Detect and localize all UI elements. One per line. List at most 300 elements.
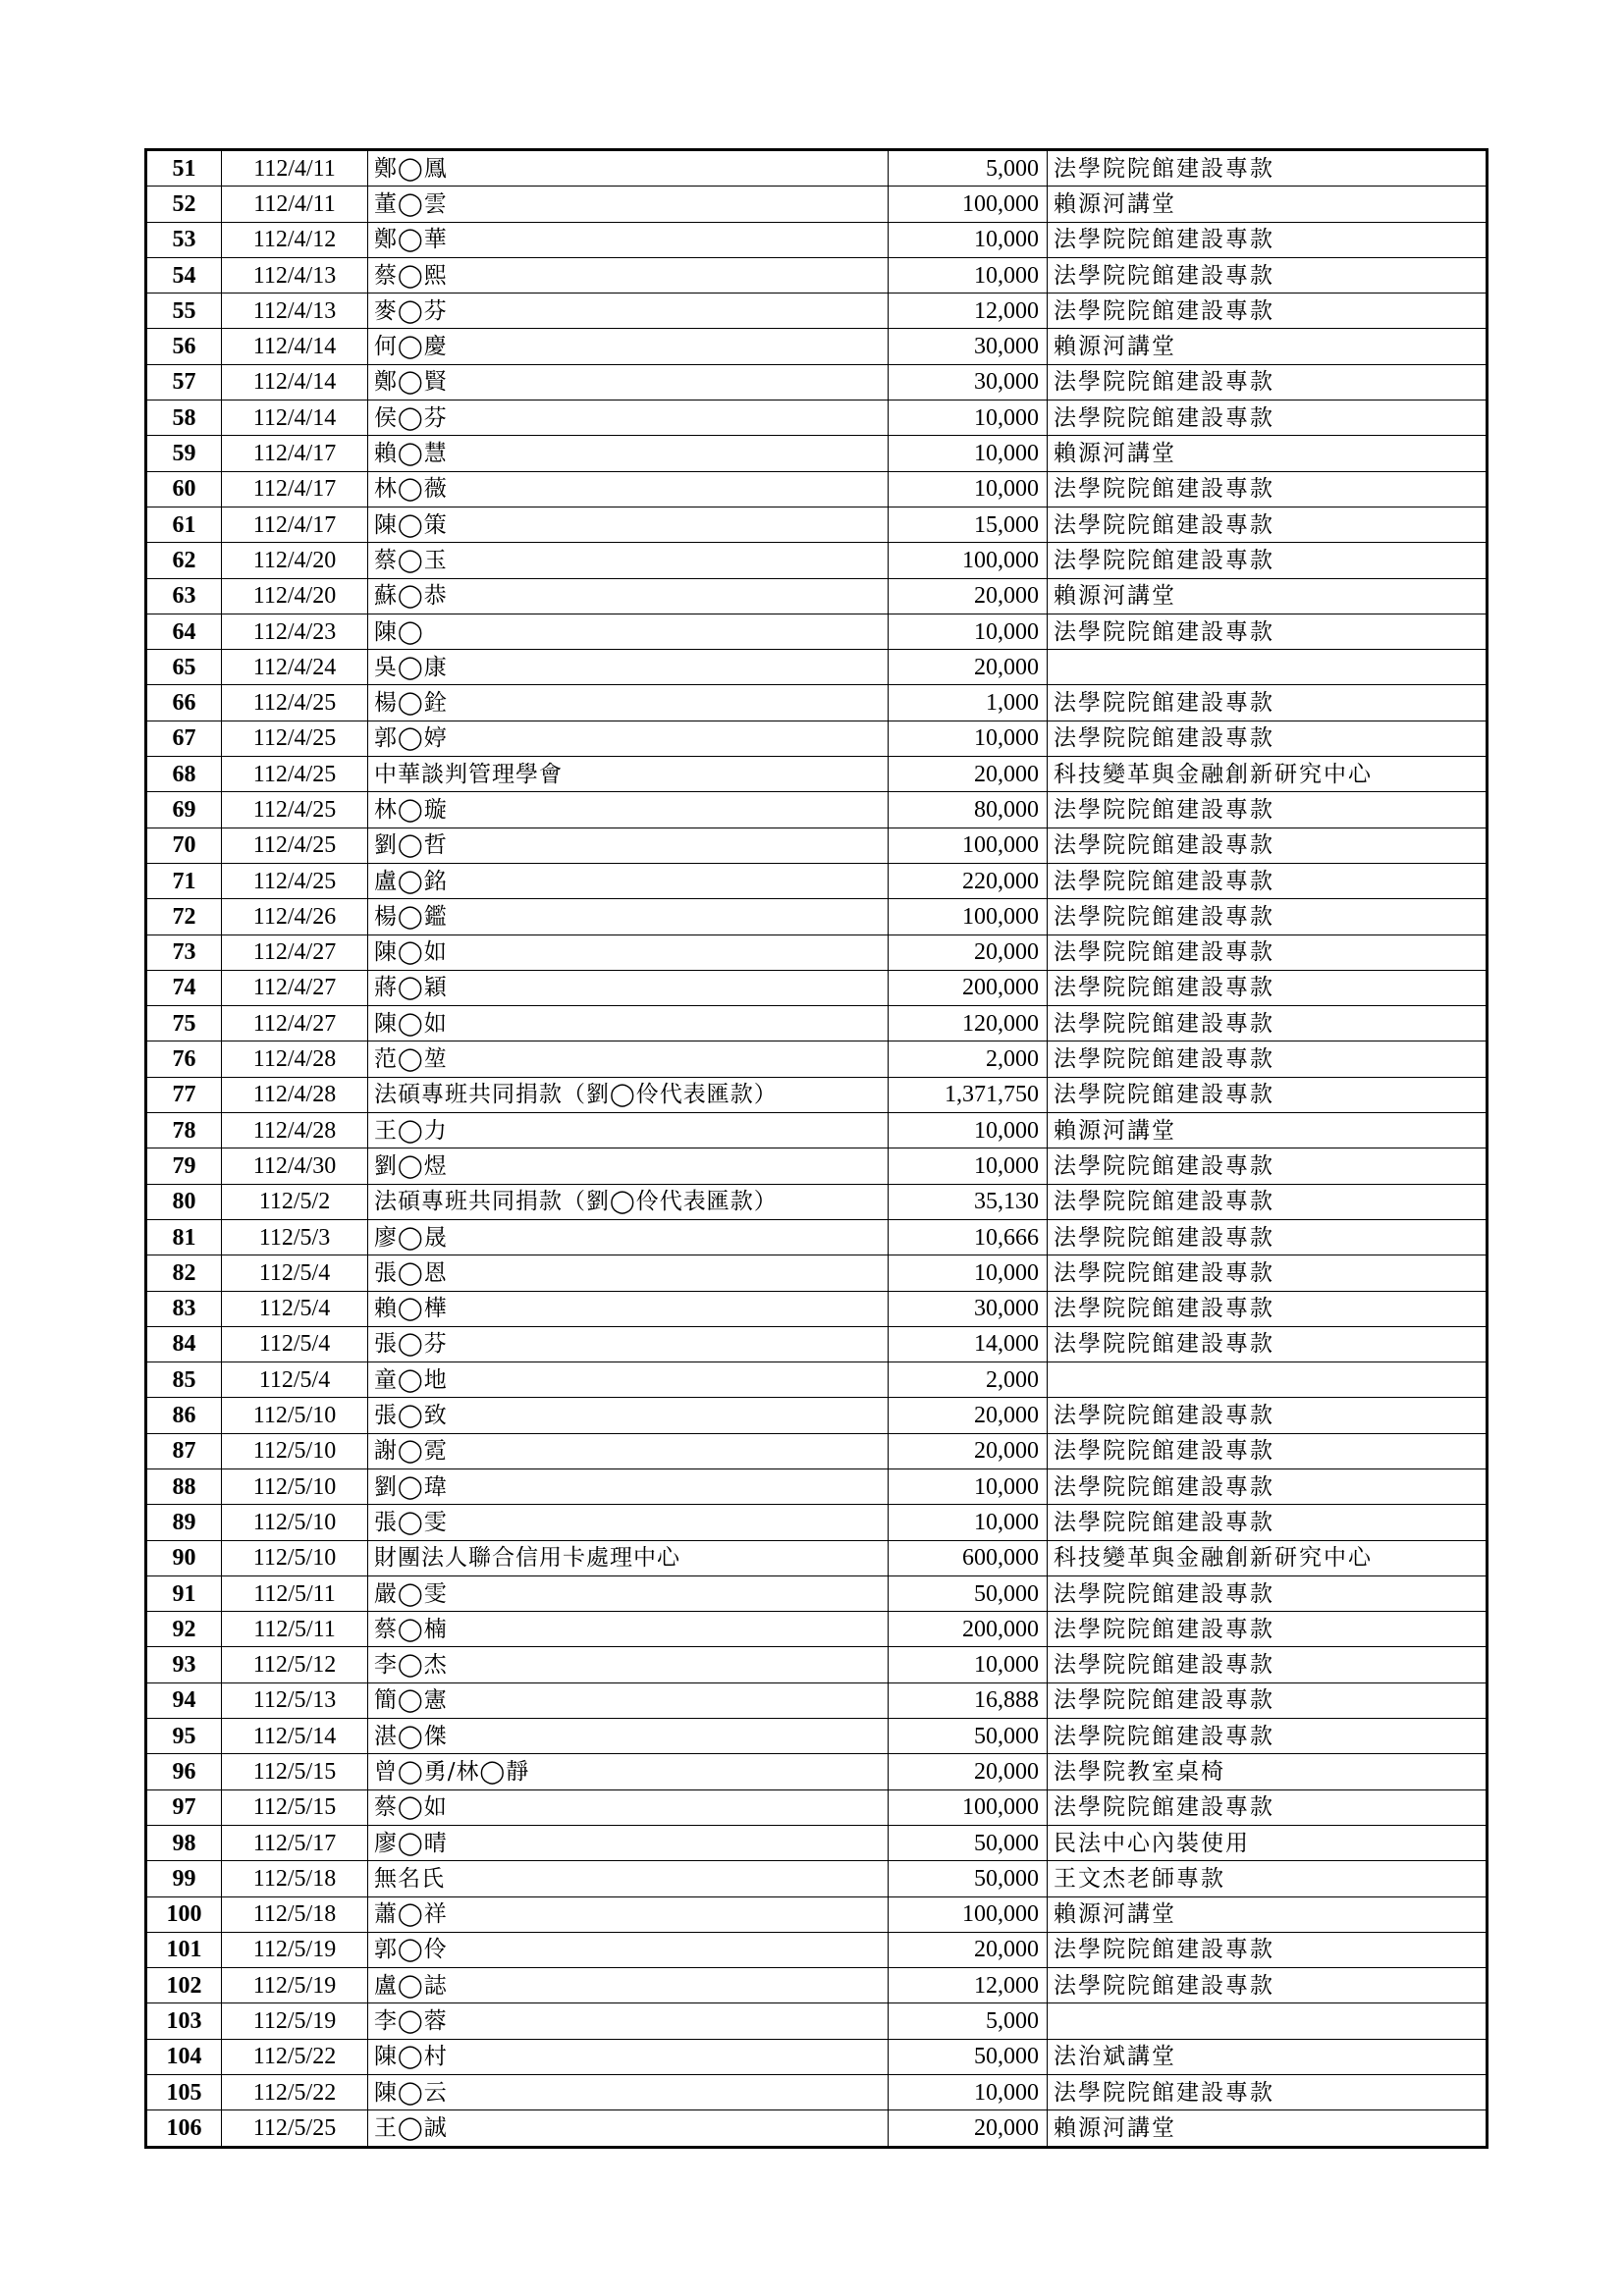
table-row [146, 614, 1488, 649]
table-row [146, 650, 1488, 685]
table-row [146, 1896, 1488, 1932]
donation-date: 112/5/12 [222, 1647, 368, 1682]
donor-name: 王◯誠 [368, 2110, 889, 2147]
table-row [146, 1291, 1488, 1326]
donation-amount: 50,000 [889, 1575, 1048, 1611]
donation-purpose: 法學院院館建設專款 [1048, 934, 1488, 970]
donation-purpose: 賴源河講堂 [1048, 329, 1488, 364]
donation-purpose: 法學院院館建設專款 [1048, 364, 1488, 400]
donation-purpose: 法學院院館建設專款 [1048, 1789, 1488, 1825]
entry-number: 52 [146, 187, 222, 222]
donation-purpose: 賴源河講堂 [1048, 2110, 1488, 2147]
donor-name: 陳◯策 [368, 507, 889, 542]
donation-purpose: 法治斌講堂 [1048, 2039, 1488, 2074]
entry-number: 59 [146, 436, 222, 471]
donation-amount: 10,000 [889, 1113, 1048, 1148]
donation-date: 112/5/4 [222, 1326, 368, 1362]
donation-amount: 20,000 [889, 1754, 1048, 1789]
table-row [146, 222, 1488, 257]
table-row [146, 2003, 1488, 2039]
donation-amount: 10,000 [889, 436, 1048, 471]
donation-purpose: 法學院院館建設專款 [1048, 1433, 1488, 1468]
donation-amount: 50,000 [889, 1719, 1048, 1754]
donation-purpose: 賴源河講堂 [1048, 1113, 1488, 1148]
donation-date: 112/5/18 [222, 1896, 368, 1932]
donor-name: 盧◯誌 [368, 1968, 889, 2003]
table-row [146, 1077, 1488, 1112]
table-row [146, 757, 1488, 792]
donation-amount: 5,000 [889, 2003, 1048, 2039]
donation-purpose [1048, 2003, 1488, 2039]
donation-amount: 20,000 [889, 650, 1048, 685]
donation-date: 112/4/13 [222, 294, 368, 329]
donor-name: 張◯雯 [368, 1505, 889, 1540]
table-row [146, 1575, 1488, 1611]
donation-purpose: 法學院院館建設專款 [1048, 1326, 1488, 1362]
table-row [146, 1968, 1488, 2003]
donor-name: 蔡◯玉 [368, 543, 889, 578]
table-row [146, 257, 1488, 293]
donor-name: 童◯地 [368, 1362, 889, 1398]
donor-name: 林◯薇 [368, 471, 889, 507]
table-row [146, 1006, 1488, 1041]
entry-number: 99 [146, 1861, 222, 1896]
entry-number: 81 [146, 1219, 222, 1255]
donation-purpose: 法學院院館建設專款 [1048, 970, 1488, 1005]
donation-amount: 10,000 [889, 1468, 1048, 1504]
donation-purpose: 法學院院館建設專款 [1048, 1148, 1488, 1184]
donation-purpose: 法學院院館建設專款 [1048, 685, 1488, 721]
donation-purpose: 法學院院館建設專款 [1048, 1682, 1488, 1718]
table-row [146, 1505, 1488, 1540]
donation-date: 112/5/10 [222, 1468, 368, 1504]
donation-date: 112/4/27 [222, 1006, 368, 1041]
donor-name: 湛◯傑 [368, 1719, 889, 1754]
donation-date: 112/5/10 [222, 1505, 368, 1540]
donation-amount: 20,000 [889, 2110, 1048, 2147]
table-row [146, 2075, 1488, 2110]
donation-date: 112/4/17 [222, 471, 368, 507]
entry-number: 103 [146, 2003, 222, 2039]
donation-date: 112/4/23 [222, 614, 368, 649]
donation-amount: 20,000 [889, 757, 1048, 792]
donation-date: 112/5/13 [222, 1682, 368, 1718]
entry-number: 100 [146, 1896, 222, 1932]
donor-name: 法碩專班共同捐款（劉◯伶代表匯款） [368, 1077, 889, 1112]
donation-date: 112/4/12 [222, 222, 368, 257]
donation-purpose: 法學院院館建設專款 [1048, 1505, 1488, 1540]
donation-amount: 10,000 [889, 400, 1048, 436]
table-row [146, 828, 1488, 863]
entry-number: 79 [146, 1148, 222, 1184]
table-row [146, 1540, 1488, 1575]
donation-amount: 1,371,750 [889, 1077, 1048, 1112]
entry-number: 87 [146, 1433, 222, 1468]
donation-date: 112/5/19 [222, 1932, 368, 1967]
table-row [146, 1719, 1488, 1754]
donor-name: 郭◯伶 [368, 1932, 889, 1967]
entry-number: 77 [146, 1077, 222, 1112]
entry-number: 92 [146, 1612, 222, 1647]
donation-purpose: 法學院教室桌椅 [1048, 1754, 1488, 1789]
donation-amount: 20,000 [889, 934, 1048, 970]
donor-name: 法碩專班共同捐款（劉◯伶代表匯款） [368, 1184, 889, 1219]
donation-date: 112/4/27 [222, 934, 368, 970]
donation-date: 112/5/22 [222, 2075, 368, 2110]
donation-amount: 2,000 [889, 1362, 1048, 1398]
donor-name: 侯◯芬 [368, 400, 889, 436]
donation-date: 112/4/25 [222, 863, 368, 898]
donor-name: 鄭◯華 [368, 222, 889, 257]
donation-date: 112/5/19 [222, 1968, 368, 2003]
donation-table [144, 148, 1489, 2149]
table-row [146, 329, 1488, 364]
donation-date: 112/5/4 [222, 1362, 368, 1398]
donation-date: 112/4/30 [222, 1148, 368, 1184]
donor-name: 李◯蓉 [368, 2003, 889, 2039]
donation-amount: 10,000 [889, 1647, 1048, 1682]
donation-purpose: 科技變革與金融創新研究中心 [1048, 1540, 1488, 1575]
table-row [146, 899, 1488, 934]
donation-date: 112/4/14 [222, 329, 368, 364]
donation-purpose: 科技變革與金融創新研究中心 [1048, 757, 1488, 792]
table-row [146, 1789, 1488, 1825]
donation-date: 112/4/13 [222, 257, 368, 293]
donor-name: 蕭◯祥 [368, 1896, 889, 1932]
donation-amount: 120,000 [889, 1006, 1048, 1041]
donation-purpose: 法學院院館建設專款 [1048, 1575, 1488, 1611]
donation-amount: 100,000 [889, 828, 1048, 863]
table-row [146, 1861, 1488, 1896]
donation-purpose: 法學院院館建設專款 [1048, 899, 1488, 934]
table-row [146, 934, 1488, 970]
entry-number: 95 [146, 1719, 222, 1754]
donor-name: 楊◯鑑 [368, 899, 889, 934]
donation-date: 112/4/28 [222, 1077, 368, 1112]
donation-date: 112/5/11 [222, 1612, 368, 1647]
donor-name: 謝◯霓 [368, 1433, 889, 1468]
entry-number: 67 [146, 721, 222, 756]
donation-amount: 100,000 [889, 187, 1048, 222]
donation-amount: 50,000 [889, 1825, 1048, 1860]
table-row [146, 1398, 1488, 1433]
donation-purpose: 法學院院館建設專款 [1048, 294, 1488, 329]
table-row [146, 1113, 1488, 1148]
entry-number: 98 [146, 1825, 222, 1860]
donor-name: 蘇◯恭 [368, 578, 889, 614]
donation-amount: 50,000 [889, 2039, 1048, 2074]
donor-name: 張◯芬 [368, 1326, 889, 1362]
donation-purpose: 法學院院館建設專款 [1048, 1041, 1488, 1077]
donation-date: 112/4/14 [222, 400, 368, 436]
table-row [146, 1647, 1488, 1682]
table-row [146, 792, 1488, 828]
entry-number: 56 [146, 329, 222, 364]
table-row [146, 1682, 1488, 1718]
donation-amount: 30,000 [889, 1291, 1048, 1326]
entry-number: 84 [146, 1326, 222, 1362]
table-row [146, 1041, 1488, 1077]
donor-name: 盧◯銘 [368, 863, 889, 898]
donation-amount: 10,666 [889, 1219, 1048, 1255]
donor-name: 王◯力 [368, 1113, 889, 1148]
donation-date: 112/4/11 [222, 150, 368, 187]
donation-amount: 10,000 [889, 2075, 1048, 2110]
donation-purpose: 賴源河講堂 [1048, 436, 1488, 471]
entry-number: 74 [146, 970, 222, 1005]
donation-date: 112/4/25 [222, 792, 368, 828]
entry-number: 80 [146, 1184, 222, 1219]
donation-purpose: 法學院院館建設專款 [1048, 1612, 1488, 1647]
table-row [146, 436, 1488, 471]
donor-name: 陳◯村 [368, 2039, 889, 2074]
donation-amount: 100,000 [889, 543, 1048, 578]
donation-amount: 14,000 [889, 1326, 1048, 1362]
donation-date: 112/5/2 [222, 1184, 368, 1219]
entry-number: 93 [146, 1647, 222, 1682]
donor-name: 賴◯樺 [368, 1291, 889, 1326]
donation-date: 112/4/20 [222, 543, 368, 578]
table-row [146, 1612, 1488, 1647]
donor-name: 麥◯芬 [368, 294, 889, 329]
table-row [146, 1825, 1488, 1860]
donation-amount: 10,000 [889, 222, 1048, 257]
table-row [146, 1468, 1488, 1504]
donation-date: 112/4/25 [222, 721, 368, 756]
entry-number: 101 [146, 1932, 222, 1967]
donor-name: 陳◯如 [368, 1006, 889, 1041]
donation-amount: 20,000 [889, 1932, 1048, 1967]
entry-number: 106 [146, 2110, 222, 2147]
entry-number: 55 [146, 294, 222, 329]
donation-amount: 16,888 [889, 1682, 1048, 1718]
donation-amount: 10,000 [889, 614, 1048, 649]
donation-amount: 100,000 [889, 899, 1048, 934]
donor-name: 張◯致 [368, 1398, 889, 1433]
donation-date: 112/4/27 [222, 970, 368, 1005]
donor-name: 嚴◯雯 [368, 1575, 889, 1611]
donation-date: 112/5/10 [222, 1398, 368, 1433]
donation-date: 112/4/28 [222, 1041, 368, 1077]
table-row [146, 863, 1488, 898]
entry-number: 62 [146, 543, 222, 578]
table-row [146, 294, 1488, 329]
donation-purpose: 法學院院館建設專款 [1048, 828, 1488, 863]
donation-amount: 80,000 [889, 792, 1048, 828]
donation-amount: 220,000 [889, 863, 1048, 898]
donation-date: 112/5/15 [222, 1754, 368, 1789]
entry-number: 82 [146, 1255, 222, 1291]
donation-purpose: 法學院院館建設專款 [1048, 792, 1488, 828]
table-row [146, 578, 1488, 614]
donor-name: 陳◯云 [368, 2075, 889, 2110]
donation-amount: 1,000 [889, 685, 1048, 721]
donor-name: 劉◯煜 [368, 1148, 889, 1184]
donation-amount: 100,000 [889, 1896, 1048, 1932]
donation-purpose: 法學院院館建設專款 [1048, 471, 1488, 507]
table-row [146, 2110, 1488, 2147]
donation-table-body [146, 150, 1488, 2148]
donation-date: 112/5/10 [222, 1540, 368, 1575]
donor-name: 廖◯晟 [368, 1219, 889, 1255]
donation-purpose: 王文杰老師專款 [1048, 1861, 1488, 1896]
donation-purpose: 法學院院館建設專款 [1048, 150, 1488, 187]
table-row [146, 2039, 1488, 2074]
donation-amount: 10,000 [889, 257, 1048, 293]
donor-name: 鄭◯賢 [368, 364, 889, 400]
donation-date: 112/4/25 [222, 685, 368, 721]
donor-name: 無名氏 [368, 1861, 889, 1896]
entry-number: 72 [146, 899, 222, 934]
donation-amount: 15,000 [889, 507, 1048, 542]
entry-number: 96 [146, 1754, 222, 1789]
donation-amount: 5,000 [889, 150, 1048, 187]
donor-name: 李◯杰 [368, 1647, 889, 1682]
donation-amount: 10,000 [889, 721, 1048, 756]
donation-date: 112/5/17 [222, 1825, 368, 1860]
entry-number: 60 [146, 471, 222, 507]
donor-name: 董◯雲 [368, 187, 889, 222]
donor-name: 簡◯憲 [368, 1682, 889, 1718]
donation-date: 112/4/24 [222, 650, 368, 685]
table-row [146, 471, 1488, 507]
entry-number: 75 [146, 1006, 222, 1041]
donor-name: 蔡◯如 [368, 1789, 889, 1825]
donation-date: 112/5/14 [222, 1719, 368, 1754]
donation-purpose: 法學院院館建設專款 [1048, 1219, 1488, 1255]
entry-number: 51 [146, 150, 222, 187]
donation-purpose: 法學院院館建設專款 [1048, 863, 1488, 898]
donor-name: 范◯堃 [368, 1041, 889, 1077]
donor-name: 廖◯晴 [368, 1825, 889, 1860]
donation-amount: 20,000 [889, 1398, 1048, 1433]
entry-number: 90 [146, 1540, 222, 1575]
entry-number: 69 [146, 792, 222, 828]
entry-number: 97 [146, 1789, 222, 1825]
donation-purpose: 法學院院館建設專款 [1048, 1932, 1488, 1967]
entry-number: 85 [146, 1362, 222, 1398]
donation-purpose: 賴源河講堂 [1048, 187, 1488, 222]
donation-date: 112/4/11 [222, 187, 368, 222]
donation-purpose: 法學院院館建設專款 [1048, 1184, 1488, 1219]
table-row [146, 1255, 1488, 1291]
entry-number: 71 [146, 863, 222, 898]
donation-date: 112/5/22 [222, 2039, 368, 2074]
donation-date: 112/5/3 [222, 1219, 368, 1255]
donation-purpose: 法學院院館建設專款 [1048, 1719, 1488, 1754]
entry-number: 68 [146, 757, 222, 792]
donation-purpose: 法學院院館建設專款 [1048, 721, 1488, 756]
entry-number: 57 [146, 364, 222, 400]
donation-amount: 20,000 [889, 1433, 1048, 1468]
donation-date: 112/4/25 [222, 828, 368, 863]
entry-number: 104 [146, 2039, 222, 2074]
donation-date: 112/4/17 [222, 507, 368, 542]
donation-purpose: 法學院院館建設專款 [1048, 614, 1488, 649]
donation-purpose: 法學院院館建設專款 [1048, 222, 1488, 257]
donation-purpose: 法學院院館建設專款 [1048, 400, 1488, 436]
donation-date: 112/5/4 [222, 1291, 368, 1326]
donation-amount: 10,000 [889, 471, 1048, 507]
donation-date: 112/5/11 [222, 1575, 368, 1611]
table-row [146, 1433, 1488, 1468]
entry-number: 86 [146, 1398, 222, 1433]
donor-name: 中華談判管理學會 [368, 757, 889, 792]
entry-number: 66 [146, 685, 222, 721]
donation-purpose [1048, 650, 1488, 685]
donor-name: 賴◯慧 [368, 436, 889, 471]
donor-name: 曾◯勇/林◯靜 [368, 1754, 889, 1789]
donation-purpose: 賴源河講堂 [1048, 578, 1488, 614]
entry-number: 89 [146, 1505, 222, 1540]
donor-name: 陳◯如 [368, 934, 889, 970]
table-row [146, 1326, 1488, 1362]
donation-list-page [144, 148, 1486, 2149]
donation-amount: 30,000 [889, 364, 1048, 400]
donation-amount: 30,000 [889, 329, 1048, 364]
donation-amount: 2,000 [889, 1041, 1048, 1077]
donation-amount: 12,000 [889, 294, 1048, 329]
donation-amount: 10,000 [889, 1255, 1048, 1291]
donation-purpose: 法學院院館建設專款 [1048, 1255, 1488, 1291]
donation-date: 112/5/10 [222, 1433, 368, 1468]
donation-date: 112/5/25 [222, 2110, 368, 2147]
entry-number: 78 [146, 1113, 222, 1148]
donation-purpose: 民法中心內裝使用 [1048, 1825, 1488, 1860]
table-row [146, 685, 1488, 721]
table-row [146, 364, 1488, 400]
donation-purpose: 法學院院館建設專款 [1048, 507, 1488, 542]
donation-date: 112/4/28 [222, 1113, 368, 1148]
donation-purpose: 法學院院館建設專款 [1048, 1647, 1488, 1682]
entry-number: 83 [146, 1291, 222, 1326]
donation-purpose: 法學院院館建設專款 [1048, 1006, 1488, 1041]
entry-number: 65 [146, 650, 222, 685]
donation-purpose: 賴源河講堂 [1048, 1896, 1488, 1932]
donation-amount: 20,000 [889, 578, 1048, 614]
donation-date: 112/5/15 [222, 1789, 368, 1825]
donation-purpose: 法學院院館建設專款 [1048, 1077, 1488, 1112]
entry-number: 102 [146, 1968, 222, 2003]
donation-purpose: 法學院院館建設專款 [1048, 1291, 1488, 1326]
donor-name: 鄭◯鳳 [368, 150, 889, 187]
entry-number: 105 [146, 2075, 222, 2110]
donor-name: 郭◯婷 [368, 721, 889, 756]
donation-amount: 10,000 [889, 1505, 1048, 1540]
donor-name: 劉◯瑋 [368, 1468, 889, 1504]
donor-name: 何◯慶 [368, 329, 889, 364]
table-row [146, 1362, 1488, 1398]
donor-name: 楊◯銓 [368, 685, 889, 721]
table-row [146, 1932, 1488, 1967]
donation-amount: 200,000 [889, 1612, 1048, 1647]
donation-amount: 10,000 [889, 1148, 1048, 1184]
donor-name: 蔡◯熙 [368, 257, 889, 293]
donation-purpose: 法學院院館建設專款 [1048, 2075, 1488, 2110]
donation-purpose: 法學院院館建設專款 [1048, 257, 1488, 293]
donation-date: 112/4/26 [222, 899, 368, 934]
table-row [146, 721, 1488, 756]
donation-amount: 12,000 [889, 1968, 1048, 2003]
table-row [146, 1219, 1488, 1255]
donor-name: 吳◯康 [368, 650, 889, 685]
table-row [146, 507, 1488, 542]
entry-number: 64 [146, 614, 222, 649]
table-row [146, 1148, 1488, 1184]
entry-number: 58 [146, 400, 222, 436]
entry-number: 53 [146, 222, 222, 257]
donation-purpose: 法學院院館建設專款 [1048, 1468, 1488, 1504]
